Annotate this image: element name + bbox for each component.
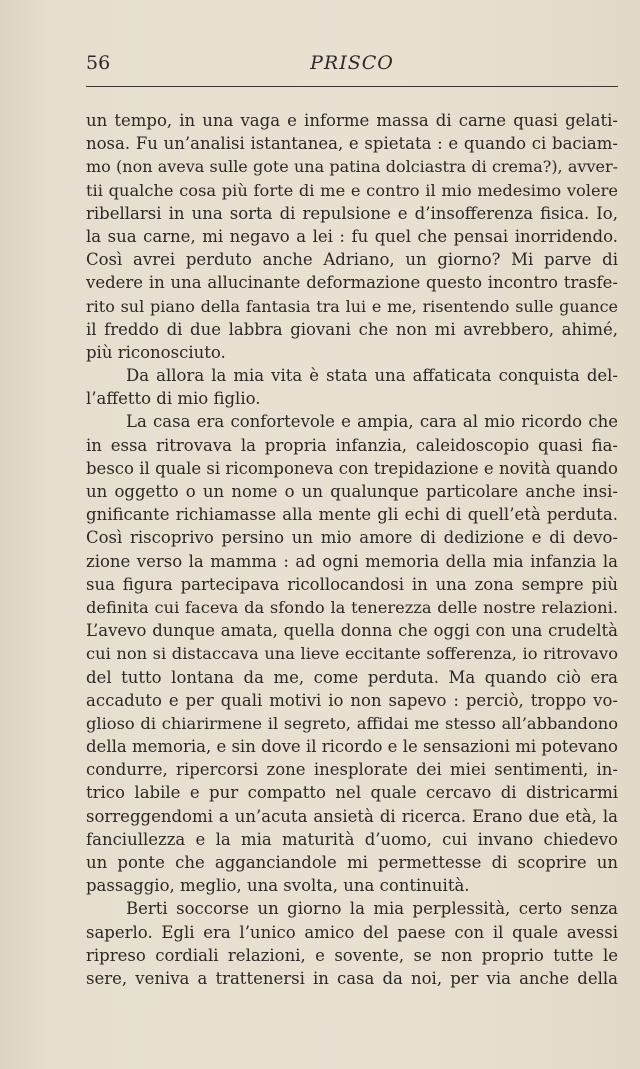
text-line: nosa. Fu un’analisi istantanea, e spietata : e quando ci baciam- — [86, 134, 618, 154]
text-line: L’avevo dunque amata, quella donna che oggi con una crudeltà — [86, 621, 618, 641]
text-line: glioso di chiarirmene il segreto, affidai me stesso all’abbandono — [86, 713, 618, 733]
text-line: della memoria, e sin dove il ricordo e le sensazioni mi potevano — [86, 737, 618, 757]
text-line: La casa era confortevole e ampia, cara al mio ricordo che — [126, 412, 618, 432]
text-line: in essa ritrovava la propria infanzia, caleidoscopio quasi fia- — [86, 435, 618, 455]
text-line: tii qualche cosa più forte di me e contro il mio medesimo volere — [86, 180, 618, 200]
text-line: mo (non aveva sulle gote una patina dolciastra di crema?), avver- — [86, 157, 618, 177]
text-line: più riconosciuto. — [86, 342, 226, 362]
text-line: zione verso la mamma : ad ogni memoria della mia infanzia la — [86, 551, 618, 571]
header-rule — [86, 86, 618, 87]
body-text — [86, 109, 618, 990]
text-line: accaduto e per quali motivi io non sapevo : perciò, troppo vo- — [86, 690, 618, 710]
text-line: un oggetto o un nome o un qualunque particolare anche insi- — [86, 482, 618, 501]
text-line: del tutto lontana da me, come perduta. Ma quando ciò era — [86, 667, 618, 687]
text-line: sere, veniva a trattenersi in casa da noi, per via anche della — [86, 968, 618, 988]
text-line: besco il quale si ricomponeva con trepidazione e novità quando — [86, 458, 618, 478]
text-line: Così avrei perduto anche Adriano, un giorno? Mi parve di — [86, 250, 618, 270]
text-line: ribellarsi in una sorta di repulsione e d’insofferenza fisica. Io, — [86, 203, 618, 223]
text-line: un tempo, in una vaga e informe massa di carne quasi gelati- — [86, 111, 618, 130]
text-line: rito sul piano della fantasia tra lui e me, risentendo sulle guance — [86, 296, 618, 316]
text-line: Da allora la mia vita è stata una affaticata conquista del- — [126, 366, 618, 386]
text-line: gnificante richiamasse alla mente gli echi di quell’età perduta. — [86, 505, 618, 525]
text-line: Berti soccorse un giorno la mia perplessità, certo senza — [126, 899, 618, 919]
page-number: 56 — [86, 52, 111, 74]
text-line: sua figura partecipava ricollocandosi in una zona sempre più — [86, 574, 618, 594]
text-line: definita cui faceva da sfondo la tenerezza delle nostre relazioni. — [86, 597, 618, 617]
text-line: trico labile e pur compatto nel quale cercavo di districarmi — [86, 783, 618, 803]
text-line: condurre, ripercorsi zone inesplorate dei miei sentimenti, in- — [86, 760, 618, 780]
text-line: un ponte che agganciandole mi permettesse di scoprire un — [86, 853, 618, 872]
text-line: ripreso cordiali relazioni, e sovente, se non proprio tutte le — [86, 945, 618, 965]
page-header — [86, 52, 618, 82]
running-title: PRISCO — [310, 52, 394, 74]
text-line: cui non si distaccava una lieve eccitante sofferenza, io ritrovavo — [86, 644, 618, 664]
text-line: vedere in una allucinante deformazione questo incontro trasfe- — [86, 273, 618, 293]
text-line: l’affetto di mio figlio. — [86, 389, 261, 409]
text-line: fanciullezza e la mia maturità d’uomo, cui invano chiedevo — [86, 829, 618, 849]
text-line: sorreggendomi a un’acuta ansietà di ricerca. Erano due età, la — [86, 806, 618, 826]
text-line: passaggio, meglio, una svolta, una continuità. — [86, 876, 470, 896]
text-line: il freddo di due labbra giovani che non mi avrebbero, ahimé, — [86, 319, 618, 339]
text-line: saperlo. Egli era l’unico amico del paese con il quale avessi — [86, 922, 618, 942]
text-line: la sua carne, mi negavo a lei : fu quel che pensai inorridendo. — [86, 226, 618, 246]
text-line: Così riscoprivo persino un mio amore di dedizione e di devo- — [86, 528, 618, 548]
